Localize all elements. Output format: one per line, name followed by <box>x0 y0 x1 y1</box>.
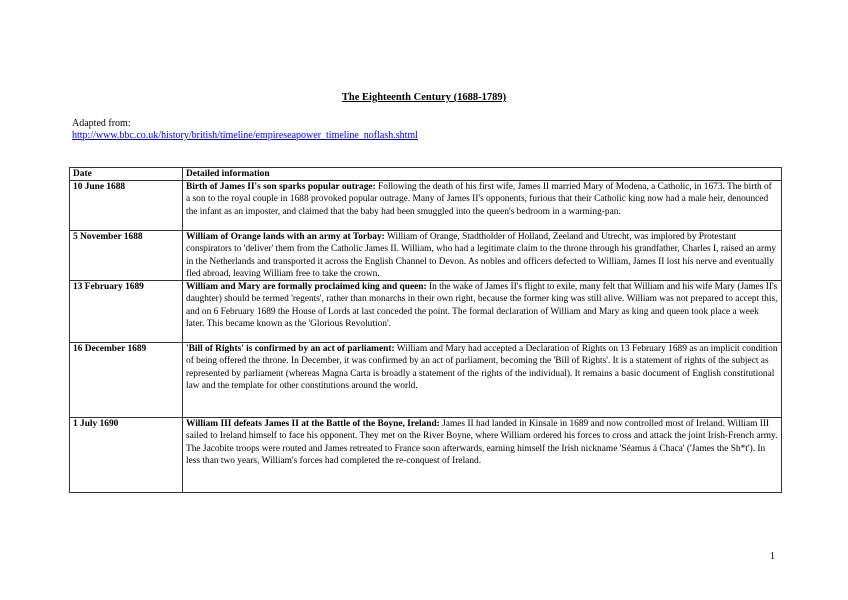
row-info <box>183 343 782 418</box>
row-headline: Birth of James II's son sparks popular outrage: <box>186 182 376 193</box>
row-info <box>183 181 782 231</box>
row-text: William of Orange, Stadtholder of Holland, Zeeland and Utrecht, was implored by Protestant conspirators to 'deliver' them from the Catholic James II. William, who had a legitimate claim to the throne through his grandfather, Charles I, raised an army in the Netherlands and transported it across the English Channel to Devon. As nobles and officers defected to William, James II lost his nerve and eventually fled abroad, leaving William free to take the crown. <box>186 232 777 279</box>
row-info <box>183 418 782 493</box>
table-header-row <box>70 168 782 181</box>
source-attribution <box>72 118 418 142</box>
row-headline: William III defeats James II at the Battle of the Boyne, Ireland: <box>186 419 440 430</box>
row-date: 5 November 1688 <box>70 231 183 281</box>
date-column-header: Date <box>70 168 183 181</box>
row-headline: William and Mary are formally proclaimed king and queen: <box>186 282 427 293</box>
page-title: The Eighteenth Century (1688-1789) <box>341 92 507 103</box>
info-column-header: Detailed information <box>183 168 782 181</box>
table-row <box>70 343 782 418</box>
table-row <box>70 231 782 281</box>
row-info <box>183 281 782 343</box>
table-row <box>70 418 782 493</box>
table-row <box>70 181 782 231</box>
table-row <box>70 281 782 343</box>
row-date: 1 July 1690 <box>70 418 183 493</box>
row-headline: 'Bill of Rights' is confirmed by an act of parliament: <box>186 344 395 355</box>
row-date: 16 December 1689 <box>70 343 183 418</box>
row-text: William and Mary had accepted a Declaration of Rights on 13 February 1689 as an implicit condition of being offered the throne. In December, it was confirmed by an act of parliament, becoming the 'Bill of Rights'. It is a statement of rights of the subject as represented by parliament (whereas Magna Carta is broadly a statement of the rights of the individual). It remains a basic document of English constitutional law and the template for other constitutions around the world. <box>186 344 778 391</box>
row-info <box>183 231 782 281</box>
page-number: 1 <box>770 551 775 562</box>
row-text: James II had landed in Kinsale in 1689 and now controlled most of Ireland. William III sailed to Ireland himself to face his opponent. They met on the River Boyne, where William ordered his forces to cross and attack the joint Irish-French army. The Jacobite troops were routed and James retreated to France soon afterwards, earning himself the Irish nickname 'Séamus á Chaca' ('James the Sh*t'). In less than two years, William's forces had completed the re-conquest of Ireland. <box>186 419 778 466</box>
adapted-label: Adapted from: <box>72 118 131 129</box>
row-headline: William of Orange lands with an army at Torbay: <box>186 232 385 243</box>
row-date: 10 June 1688 <box>70 181 183 231</box>
source-link[interactable]: http://www.bbc.co.uk/history/british/timeline/empireseapower_timeline_noflash.shtml <box>72 130 418 141</box>
row-date: 13 February 1689 <box>70 281 183 343</box>
row-text: Following the death of his first wife, James II married Mary of Modena, a Catholic, in 1673. The birth of a son to the royal couple in 1688 provoked popular outrage. Many of James II's opponents, furious that their Catholic king now had a male heir, denounced the infant as an imposter, and claimed that the baby had been smuggled into the queen's bedroom in a warming-pan. <box>186 182 772 217</box>
timeline-table <box>69 167 782 493</box>
row-text: In the wake of James II's flight to exile, many felt that William and his wife Mary (James II's daughter) should be termed 'regents', rather than monarchs in their own right, because the former king was still alive. William was not prepared to accept this, and on 6 February 1689 the House of Lords at last conceded the point. The formal declaration of William and Mary as king and queen took place a week later. This became known as the 'Glorious Revolution'. <box>186 282 778 329</box>
